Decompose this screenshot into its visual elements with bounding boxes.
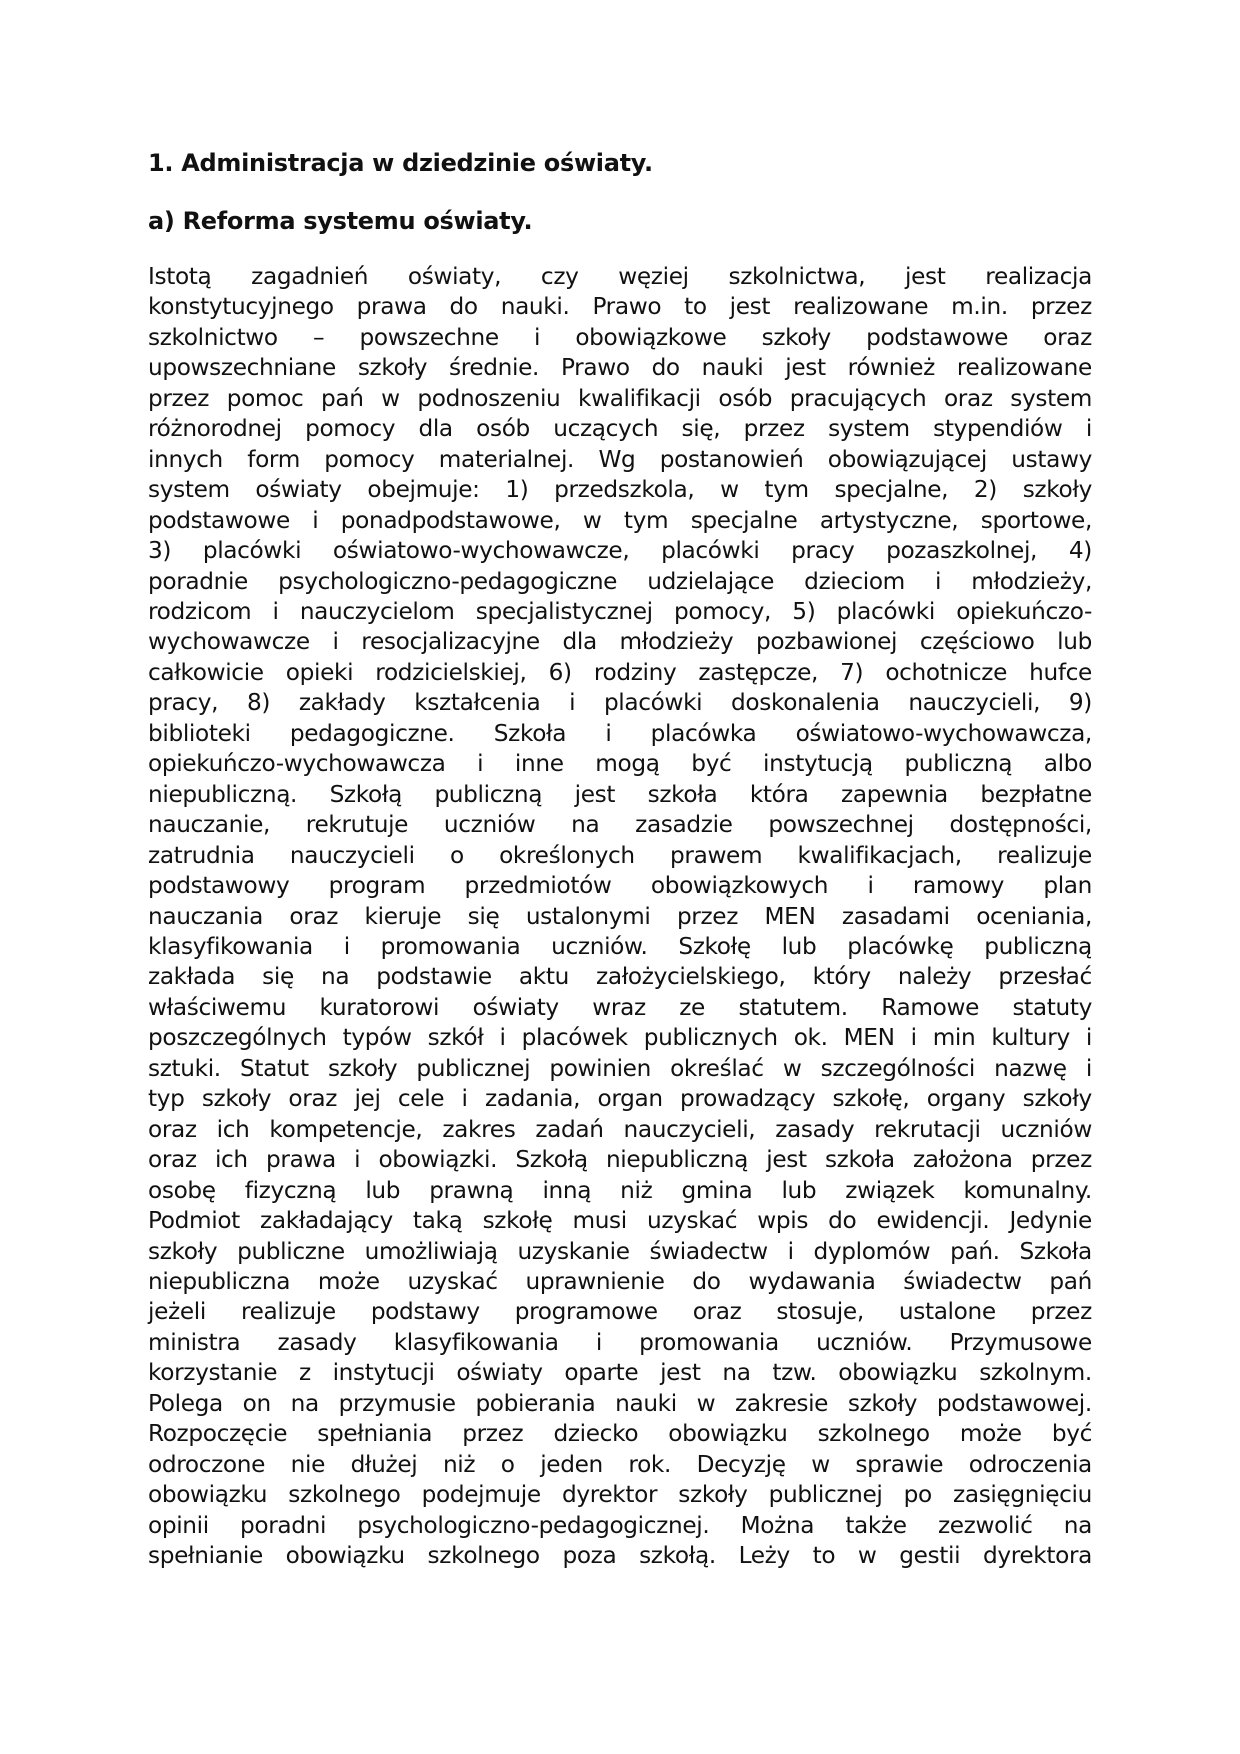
paragraph-line: Podmiot zakładający taką szkołę musi uzyskać wpis do ewidencji. Jedynie [148,1207,1092,1235]
paragraph-line: opinii poradni psychologiczno-pedagogicznej. Można także zezwolić na [148,1511,1092,1539]
paragraph-line: niepubliczna może uzyskać uprawnienie do wydawania świadectw pań [148,1267,1092,1295]
paragraph-line: korzystanie z instytucji oświaty oparte jest na tzw. obowiązku szkolnym. [148,1359,1092,1387]
paragraph-line: osobę fizyczną lub prawną inną niż gmina lub związek komunalny. [148,1176,1092,1204]
paragraph-line: klasyfikowania i promowania uczniów. Szkołę lub placówkę publiczną [148,932,1092,960]
body-paragraph [148,262,1092,1571]
paragraph-line: odroczone nie dłużej niż o jeden rok. Decyzję w sprawie odroczenia [148,1450,1092,1478]
paragraph-line: przez pomoc pań w podnoszeniu kwalifikacji osób pracujących oraz system [148,384,1092,412]
paragraph-line: biblioteki pedagogiczne. Szkoła i placówka oświatowo-wychowawcza, [148,719,1092,747]
paragraph-line: obowiązku szkolnego podejmuje dyrektor szkoły publicznej po zasięgnięciu [148,1481,1092,1509]
paragraph-line: sztuki. Statut szkoły publicznej powinien określać w szczególności nazwę i [148,1054,1092,1082]
paragraph-line: opiekuńczo-wychowawcza i inne mogą być instytucją publiczną albo [148,750,1092,778]
paragraph-line: oraz ich prawa i obowiązki. Szkołą niepubliczną jest szkoła założona przez [148,1146,1092,1174]
paragraph-line: rodzicom i nauczycielom specjalistycznej pomocy, 5) placówki opiekuńczo- [148,597,1092,625]
paragraph-line: spełnianie obowiązku szkolnego poza szkołą. Leży to w gestii dyrektora [148,1542,1092,1570]
paragraph-line: nauczanie, rekrutuje uczniów na zasadzie powszechnej dostępności, [148,811,1092,839]
paragraph-line: pracy, 8) zakłady kształcenia i placówki doskonalenia nauczycieli, 9) [148,689,1092,717]
paragraph-line: ministra zasady klasyfikowania i promowania uczniów. Przymusowe [148,1328,1092,1356]
paragraph-line: nauczania oraz kieruje się ustalonymi przez MEN zasadami oceniania, [148,902,1092,930]
paragraph-line: konstytucyjnego prawa do nauki. Prawo to jest realizowane m.in. przez [148,293,1092,321]
section-heading: 1. Administracja w dziedzinie oświaty. [148,149,653,177]
paragraph-line: szkoły publiczne umożliwiają uzyskanie świadectw i dyplomów pań. Szkoła [148,1237,1092,1265]
paragraph-line: Polega on na przymusie pobierania nauki w zakresie szkoły podstawowej. [148,1389,1092,1417]
paragraph-line: upowszechniane szkoły średnie. Prawo do nauki jest również realizowane [148,354,1092,382]
paragraph-line: Istotą zagadnień oświaty, czy węziej szkolnictwa, jest realizacja [148,263,1092,290]
paragraph-line: niepubliczną. Szkołą publiczną jest szkoła która zapewnia bezpłatne [148,780,1092,808]
paragraph-line: różnorodnej pomocy dla osób uczących się, przez system stypendiów i [148,415,1092,443]
paragraph-line: zatrudnia nauczycieli o określonych prawem kwalifikacjach, realizuje [148,841,1092,869]
paragraph-line: szkolnictwo – powszechne i obowiązkowe szkoły podstawowe oraz [148,323,1092,351]
paragraph-line: poszczególnych typów szkół i placówek publicznych ok. MEN i min kultury i [148,1024,1092,1052]
paragraph-line: wychowawcze i resocjalizacyjne dla młodzieży pozbawionej częściowo lub [148,628,1092,656]
paragraph-line: oraz ich kompetencje, zakres zadań nauczycieli, zasady rekrutacji uczniów [148,1115,1092,1143]
paragraph-line: Rozpoczęcie spełniania przez dziecko obowiązku szkolnego może być [148,1420,1092,1448]
document-content [148,148,1092,1571]
paragraph-line: innych form pomocy materialnej. Wg postanowień obowiązującej ustawy [148,445,1092,473]
paragraph-line: podstawowe i ponadpodstawowe, w tym specjalne artystyczne, sportowe, [148,506,1092,534]
subsection-heading: a) Reforma systemu oświaty. [148,207,533,235]
paragraph-line: system oświaty obejmuje: 1) przedszkola, w tym specjalne, 2) szkoły [148,476,1092,504]
paragraph-line: typ szkoły oraz jej cele i zadania, organ prowadzący szkołę, organy szkoły [148,1085,1092,1113]
paragraph-line: właściwemu kuratorowi oświaty wraz ze statutem. Ramowe statuty [148,993,1092,1021]
paragraph-line: zakłada się na podstawie aktu założycielskiego, który należy przesłać [148,963,1092,991]
paragraph-line: jeżeli realizuje podstawy programowe oraz stosuje, ustalone przez [148,1298,1092,1326]
paragraph-line: podstawowy program przedmiotów obowiązkowych i ramowy plan [148,872,1092,900]
paragraph-line: 3) placówki oświatowo-wychowawcze, placówki pracy pozaszkolnej, 4) [148,537,1092,565]
paragraph-line: poradnie psychologiczno-pedagogiczne udzielające dzieciom i młodzieży, [148,567,1092,595]
paragraph-line: całkowicie opieki rodzicielskiej, 6) rodziny zastępcze, 7) ochotnicze hufce [148,658,1092,686]
